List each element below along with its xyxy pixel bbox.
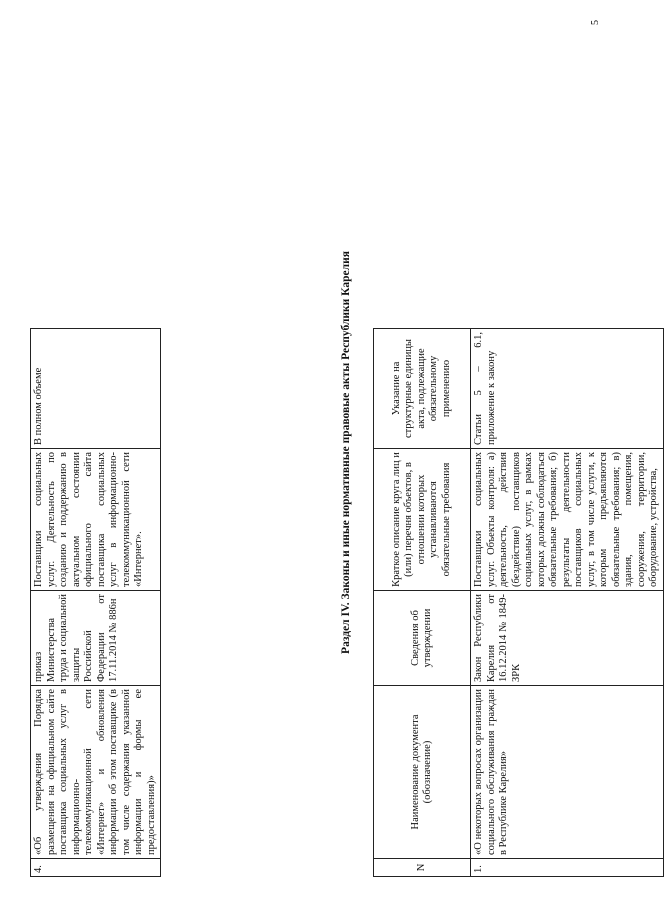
header-description: Краткое описание круга лиц и (или) перечня объектов, в отношении которых устанавливаются обязательные требования — [374, 449, 471, 591]
document-name: «Об утверждения Порядка размещения на официальном сайте поставщика социальных услуг в информационно-телекоммуникационной сети «Интернет» и обновления информации об этом поставщике (в том числе содержания указанной информации и формы ее предоставления)» — [31, 686, 161, 859]
description: Поставщики социальных услуг. Объекты контроля: а) деятельность, действия (бездействие) поставщиков социальных услуг, в рамках которых должны соблюдаться обязательные требования; б) результаты деятельности поставщиков социальных услуг, в том числе услуги, к которым предъявляются обязательные требования; в) здания, помещения, сооружения, территории, оборудование, устройства, — [471, 449, 664, 591]
reference: Статьи 5 – 6.1, приложение к закону — [471, 329, 664, 449]
section-title: Раздел IV. Законы и иные нормативные правовые акты Республики Карелия — [340, 251, 352, 654]
reference: В полном объеме — [31, 329, 161, 449]
bottom-table — [373, 25, 664, 877]
header-approval: Сведения об утверждении — [374, 591, 471, 686]
row-number: 1. — [471, 859, 664, 877]
header-reference: Указание на структурные единицы акта, подлежащие обязательному применению — [374, 329, 471, 449]
row-number: 4. — [31, 859, 161, 877]
document-name: «О некоторых вопросах организации социального обслуживания граждан в Республике Карелия» — [471, 686, 664, 859]
page-number: 5 — [590, 20, 601, 25]
header-num: N — [374, 859, 471, 877]
top-table — [30, 25, 161, 877]
approval-info: приказ Министерства труда и социальной защиты Российской Федерации от 17.11.2014 № 886н — [31, 591, 161, 686]
header-name: Наименование документа (обозначение) — [374, 686, 471, 859]
table-row — [471, 26, 664, 877]
description: Поставщики социальных услуг. Деятельность по созданию и поддержанию в актуальном состоянии официального сайта поставщика социальных услуг в информационно-телекоммуникационной сети «Интернет». — [31, 449, 161, 591]
table-row — [31, 25, 161, 877]
approval-info: Закон Республики Карелия от 16.12.2014 № 1849-ЗРК — [471, 591, 664, 686]
table-header-row — [374, 26, 471, 877]
